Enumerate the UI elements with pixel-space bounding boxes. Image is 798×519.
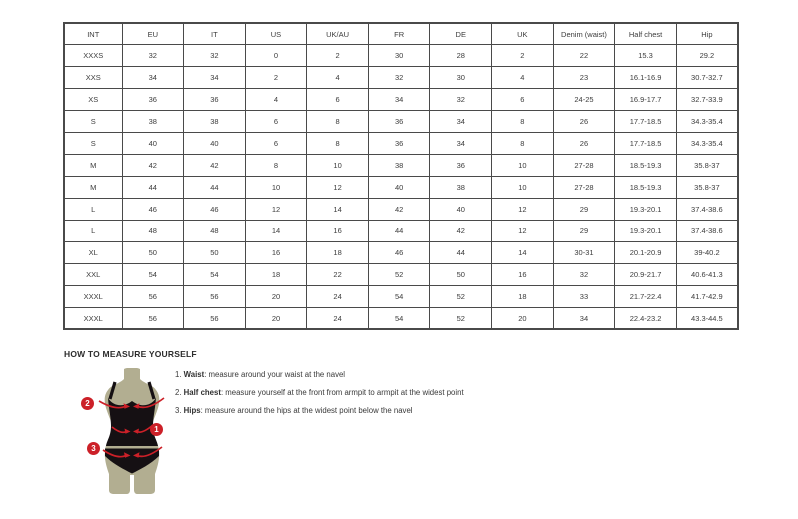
- table-cell: 12: [245, 198, 307, 220]
- step-item: [175, 407, 655, 416]
- table-cell: 52: [430, 286, 492, 308]
- table-cell: 32.7-33.9: [676, 89, 738, 111]
- table-cell: 34: [553, 308, 615, 330]
- table-cell: 40: [368, 176, 430, 198]
- table-cell: 36: [430, 154, 492, 176]
- column-header: IT: [184, 23, 246, 45]
- table-cell: 8: [245, 154, 307, 176]
- column-header: UK: [492, 23, 554, 45]
- table-cell: 36: [184, 89, 246, 111]
- table-cell: S: [64, 132, 122, 154]
- table-body: [64, 45, 738, 330]
- table-cell: 52: [368, 264, 430, 286]
- table-cell: 48: [184, 220, 246, 242]
- table-cell: 36: [368, 111, 430, 133]
- table-cell: 6: [492, 89, 554, 111]
- table-cell: 8: [492, 111, 554, 133]
- step-term: Hips: [183, 406, 201, 415]
- table-cell: 29.2: [676, 45, 738, 67]
- table-cell: 40: [122, 132, 184, 154]
- table-cell: 38: [122, 111, 184, 133]
- table-row: [64, 89, 738, 111]
- marker-hips: 3: [87, 442, 100, 455]
- table-cell: 50: [122, 242, 184, 264]
- table-cell: XXXL: [64, 308, 122, 330]
- table-cell: 22: [307, 264, 369, 286]
- table-cell: 6: [245, 111, 307, 133]
- table-cell: 30.7-32.7: [676, 67, 738, 89]
- table-cell: 0: [245, 45, 307, 67]
- mannequin-illustration: [78, 368, 190, 498]
- table-cell: 6: [245, 132, 307, 154]
- table-cell: 32: [184, 45, 246, 67]
- table-cell: 56: [184, 286, 246, 308]
- table-cell: 4: [492, 67, 554, 89]
- table-cell: 38: [368, 154, 430, 176]
- table-cell: 14: [245, 220, 307, 242]
- table-cell: 56: [122, 286, 184, 308]
- table-cell: 56: [122, 308, 184, 330]
- table-cell: 4: [307, 67, 369, 89]
- table-cell: 34: [368, 89, 430, 111]
- table-cell: 18.5-19.3: [615, 176, 677, 198]
- table-cell: 50: [430, 264, 492, 286]
- table-cell: 12: [492, 220, 554, 242]
- table-cell: 18.5-19.3: [615, 154, 677, 176]
- table-cell: 18: [492, 286, 554, 308]
- table-cell: 36: [368, 132, 430, 154]
- table-cell: 54: [122, 264, 184, 286]
- table-cell: L: [64, 220, 122, 242]
- table-row: [64, 45, 738, 67]
- table-cell: 28: [430, 45, 492, 67]
- table-cell: 33: [553, 286, 615, 308]
- table-cell: XXL: [64, 264, 122, 286]
- measure-steps-list: [175, 371, 655, 425]
- table-cell: 16: [245, 242, 307, 264]
- table-cell: 44: [368, 220, 430, 242]
- table-cell: 41.7-42.9: [676, 286, 738, 308]
- table-cell: 48: [122, 220, 184, 242]
- table-cell: 22: [553, 45, 615, 67]
- table-cell: 42: [430, 220, 492, 242]
- column-header: Hip: [676, 23, 738, 45]
- table-cell: 20.1-20.9: [615, 242, 677, 264]
- table-cell: 22.4-23.2: [615, 308, 677, 330]
- table-cell: 8: [492, 132, 554, 154]
- table-cell: 26: [553, 132, 615, 154]
- step-item: [175, 389, 655, 398]
- table-cell: 44: [184, 176, 246, 198]
- table-cell: 34: [184, 67, 246, 89]
- table-cell: 42: [368, 198, 430, 220]
- table-cell: 40.6-41.3: [676, 264, 738, 286]
- table-cell: 44: [430, 242, 492, 264]
- table-cell: 37.4-38.6: [676, 220, 738, 242]
- column-header: Denim (waist): [553, 23, 615, 45]
- table-cell: 36: [122, 89, 184, 111]
- mannequin-figure: [78, 368, 190, 498]
- table-cell: 54: [184, 264, 246, 286]
- step-text: : measure around the hips at the widest point below the navel: [200, 406, 413, 415]
- table-cell: 38: [184, 111, 246, 133]
- table-cell: 42: [184, 154, 246, 176]
- table-cell: 34: [430, 132, 492, 154]
- table-cell: 32: [368, 67, 430, 89]
- table-cell: 35.8-37: [676, 176, 738, 198]
- table-cell: 24: [307, 308, 369, 330]
- table-cell: 16: [307, 220, 369, 242]
- table-cell: 17.7-18.5: [615, 132, 677, 154]
- table-cell: 2: [245, 67, 307, 89]
- table-cell: 10: [492, 176, 554, 198]
- table-cell: 15.3: [615, 45, 677, 67]
- table-cell: 46: [368, 242, 430, 264]
- table-cell: 17.7-18.5: [615, 111, 677, 133]
- table-cell: 12: [307, 176, 369, 198]
- table-cell: 20.9-21.7: [615, 264, 677, 286]
- table-cell: 44: [122, 176, 184, 198]
- table-cell: XS: [64, 89, 122, 111]
- table-cell: 27-28: [553, 176, 615, 198]
- table-row: [64, 67, 738, 89]
- table-cell: 34.3-35.4: [676, 132, 738, 154]
- table-cell: 35.8-37: [676, 154, 738, 176]
- table-cell: 16.9-17.7: [615, 89, 677, 111]
- step-number: 2.: [175, 388, 184, 397]
- table-cell: 32: [122, 45, 184, 67]
- table-cell: 32: [553, 264, 615, 286]
- table-cell: 8: [307, 132, 369, 154]
- table-cell: 10: [307, 154, 369, 176]
- table-cell: 6: [307, 89, 369, 111]
- table-cell: 40: [184, 132, 246, 154]
- table-cell: 30: [430, 67, 492, 89]
- table-row: [64, 176, 738, 198]
- column-header: UK/AU: [307, 23, 369, 45]
- table-cell: 2: [492, 45, 554, 67]
- table-cell: 10: [492, 154, 554, 176]
- table-cell: L: [64, 198, 122, 220]
- table-row: [64, 286, 738, 308]
- table-cell: 20: [245, 308, 307, 330]
- table-cell: 38: [430, 176, 492, 198]
- step-number: 1.: [175, 370, 184, 379]
- table-cell: 18: [307, 242, 369, 264]
- table-row: [64, 111, 738, 133]
- column-header: US: [245, 23, 307, 45]
- table-cell: 42: [122, 154, 184, 176]
- table-cell: 29: [553, 220, 615, 242]
- table-cell: 19.3-20.1: [615, 220, 677, 242]
- table-cell: 10: [245, 176, 307, 198]
- table-row: [64, 264, 738, 286]
- table-cell: 32: [430, 89, 492, 111]
- step-term: Half chest: [183, 388, 221, 397]
- table-cell: 26: [553, 111, 615, 133]
- column-header: EU: [122, 23, 184, 45]
- table-cell: 50: [184, 242, 246, 264]
- table-cell: XXS: [64, 67, 122, 89]
- table-row: [64, 154, 738, 176]
- table-cell: 16.1-16.9: [615, 67, 677, 89]
- table-row: [64, 242, 738, 264]
- table-cell: 46: [122, 198, 184, 220]
- table-cell: 19.3-20.1: [615, 198, 677, 220]
- table-cell: 24: [307, 286, 369, 308]
- table-cell: 12: [492, 198, 554, 220]
- table-row: [64, 198, 738, 220]
- step-text: : measure around your waist at the navel: [204, 370, 346, 379]
- step-number: 3.: [175, 406, 184, 415]
- marker-waist: 1: [150, 423, 163, 436]
- table-row: [64, 132, 738, 154]
- step-item: [175, 371, 655, 380]
- table-row: [64, 308, 738, 330]
- table-cell: 56: [184, 308, 246, 330]
- column-header: DE: [430, 23, 492, 45]
- table-cell: 34: [122, 67, 184, 89]
- table-cell: 39-40.2: [676, 242, 738, 264]
- table-cell: 8: [307, 111, 369, 133]
- table-cell: 2: [307, 45, 369, 67]
- table-cell: 20: [492, 308, 554, 330]
- table-cell: 21.7-22.4: [615, 286, 677, 308]
- column-header: INT: [64, 23, 122, 45]
- table-cell: 43.3-44.5: [676, 308, 738, 330]
- step-text: : measure yourself at the front from armpit to armpit at the widest point: [220, 388, 464, 397]
- table-cell: 27-28: [553, 154, 615, 176]
- column-header: Half chest: [615, 23, 677, 45]
- table-cell: M: [64, 176, 122, 198]
- table-cell: 24-25: [553, 89, 615, 111]
- column-header: FR: [368, 23, 430, 45]
- table-cell: 34.3-35.4: [676, 111, 738, 133]
- table-cell: 29: [553, 198, 615, 220]
- table-cell: 14: [492, 242, 554, 264]
- table-cell: 54: [368, 308, 430, 330]
- table-cell: 20: [245, 286, 307, 308]
- table-cell: 52: [430, 308, 492, 330]
- table-cell: 4: [245, 89, 307, 111]
- table-cell: XXXL: [64, 286, 122, 308]
- table-cell: XL: [64, 242, 122, 264]
- table-cell: 14: [307, 198, 369, 220]
- table-cell: 54: [368, 286, 430, 308]
- measure-guide-heading: HOW TO MEASURE YOURSELF: [64, 349, 197, 359]
- table-cell: 46: [184, 198, 246, 220]
- table-row: [64, 220, 738, 242]
- table-cell: M: [64, 154, 122, 176]
- table-cell: 16: [492, 264, 554, 286]
- table-cell: 37.4-38.6: [676, 198, 738, 220]
- table-cell: 40: [430, 198, 492, 220]
- step-term: Waist: [183, 370, 205, 379]
- table-cell: S: [64, 111, 122, 133]
- table-header-row: [64, 23, 738, 45]
- size-chart-table: [63, 22, 739, 330]
- table-cell: 18: [245, 264, 307, 286]
- table-cell: 23: [553, 67, 615, 89]
- table-cell: 30: [368, 45, 430, 67]
- marker-half-chest: 2: [81, 397, 94, 410]
- table-cell: XXXS: [64, 45, 122, 67]
- table-cell: 30-31: [553, 242, 615, 264]
- table-cell: 34: [430, 111, 492, 133]
